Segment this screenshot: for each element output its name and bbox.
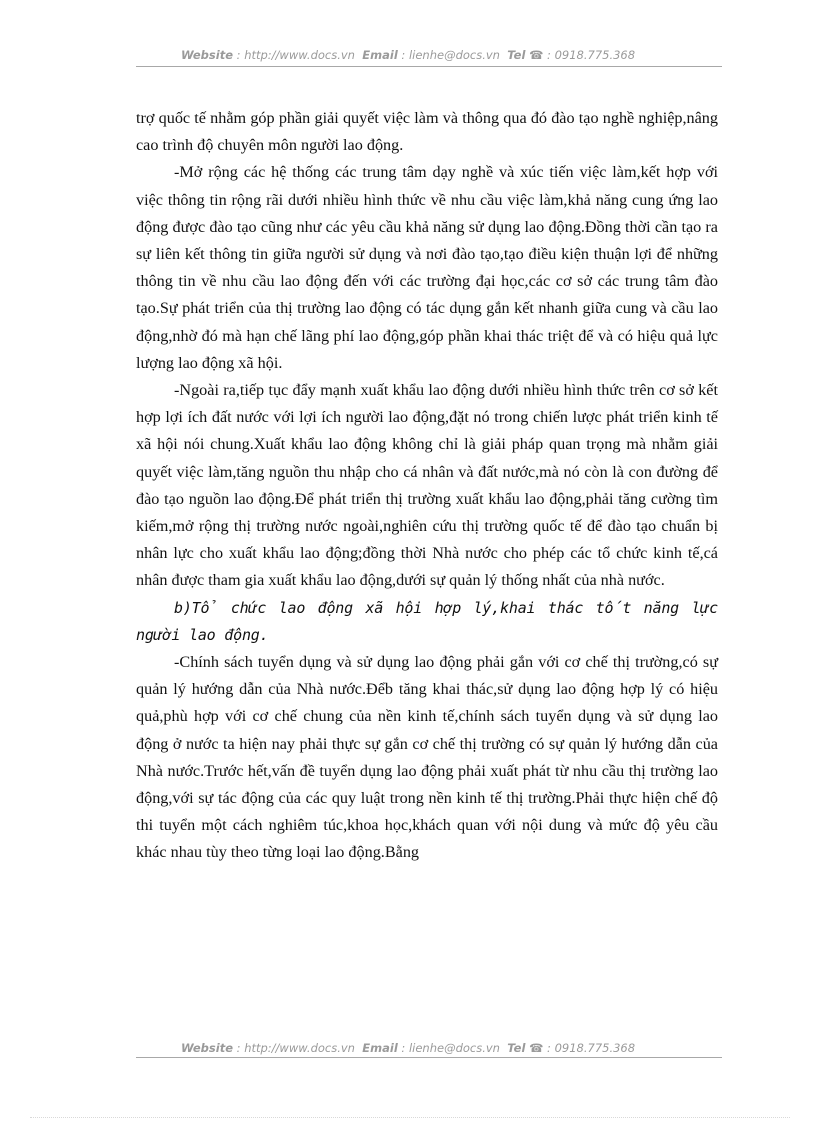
header-tel-label: Tel [507,48,526,62]
paragraph-1: trợ quốc tế nhằm góp phần giải quyết việc làm và thông qua đó đào tạo nghề nghiệp,nâng cao trình độ chuyên môn người lao động. [136,109,718,155]
phone-icon: ☎ [529,1041,544,1055]
footer-website-value: : http://www.docs.vn [236,1041,355,1055]
paragraph-3: -Ngoài ra,tiếp tục đẩy mạnh xuất khẩu lao động dưới nhiều hình thức trên cơ sở kết hợp lợi ích đất nước với lợi ích người lao động,đặt nó trong chiến lược phát triển kinh tế xã hội nói chung.Xuất khẩu lao động không chỉ là giải pháp quan trọng mà nhằm giải quyết việc làm,tăng nguồn thu nhập cho cá nhân và đất nước,mà nó còn là con đường để đào tạo nguồn lao động.Để phát triển thị trường xuất khẩu lao động,phải tăng cường tìm kiếm,mở rộng thị trường nước ngoài,nghiên cứu thị trường quốc tế để đào tạo chuẩn bị nhân lực cho xuất khẩu lao động;đồng thời Nhà nước cho phép các tổ chức kinh tế,cá nhân được tham gia xuất khẩu lao động,dưới sự quản lý thống nhất của nhà nước. [136,381,718,590]
phone-icon: ☎ [529,48,544,62]
header-website-label: Website [180,48,234,62]
header-email-value: : lienhe@docs.vn [401,48,500,62]
footer-tel-value: : 0918.775.368 [547,1041,636,1055]
page-break-dotted-line [30,1117,790,1118]
footer-tel-label: Tel [507,1041,526,1055]
footer-email-label: Email [362,1041,398,1055]
page-footer [0,1041,816,1055]
footer-email-value: : lienhe@docs.vn [401,1041,500,1055]
footer-rule [136,1057,722,1058]
header-tel-value: : 0918.775.368 [547,48,636,62]
paragraph-2: -Mở rộng các hệ thống các trung tâm dạy nghề và xúc tiến việc làm,kết hợp với việc thông tin rộng rãi dưới nhiều hình thức về nhu cầu việc làm,khả năng cung ứng lao động được đào tạo cũng như các yêu cầu khả năng sử dụng lao động.Đồng thời cần tạo ra sự liên kết thông tin giữa người sử dụng và nơi đào tạo,tạo điều kiện thuận lợi để những thông tin về nhu cầu lao động đến với các trường đại học,các cơ sở các trung tâm đào tạo.Sự phát triển của thị trường lao động có tác dụng gắn kết nhanh giữa cung và cầu lao động,nhờ đó mà hạn chế lãng phí lao động,góp phần khai thác triệt để và có hiệu quả lực lượng lao động xã hội. [136,163,718,372]
paragraph-4: -Chính sách tuyển dụng và sử dụng lao động phải gắn với cơ chế thị trường,có sự quản lý hướng dẫn của Nhà nước.Đểb tăng khai thác,sử dụng lao động hợp lý có hiệu quả,phù hợp với cơ chế chung của nền kinh tế,chính sách tuyển dụng và sử dụng lao động ở nước ta hiện nay phải thực sự gắn cơ chế thị trường có sự quản lý hướng dẫn của Nhà nước.Trước hết,vấn đề tuyển dụng lao động phải xuất phát từ nhu cầu thị trường lao động,với sự tác động của các quy luật trong nền kinh tế thị trường.Phải thực hiện chế độ thi tuyển một cách nghiêm túc,khoa học,khách quan với nội dung và mức độ yêu cầu khác nhau tùy theo từng loại lao động.Bằng [136,653,718,862]
document-body [136,105,718,867]
header-email-label: Email [362,48,398,62]
section-heading-b: b)Tổ chức lao động xã hội hợp lý,khai thác tốt năng lực người lao động. [136,598,718,644]
footer-website-label: Website [180,1041,234,1055]
header-website-value: : http://www.docs.vn [236,48,355,62]
page-header [0,48,816,62]
header-rule [136,66,722,67]
